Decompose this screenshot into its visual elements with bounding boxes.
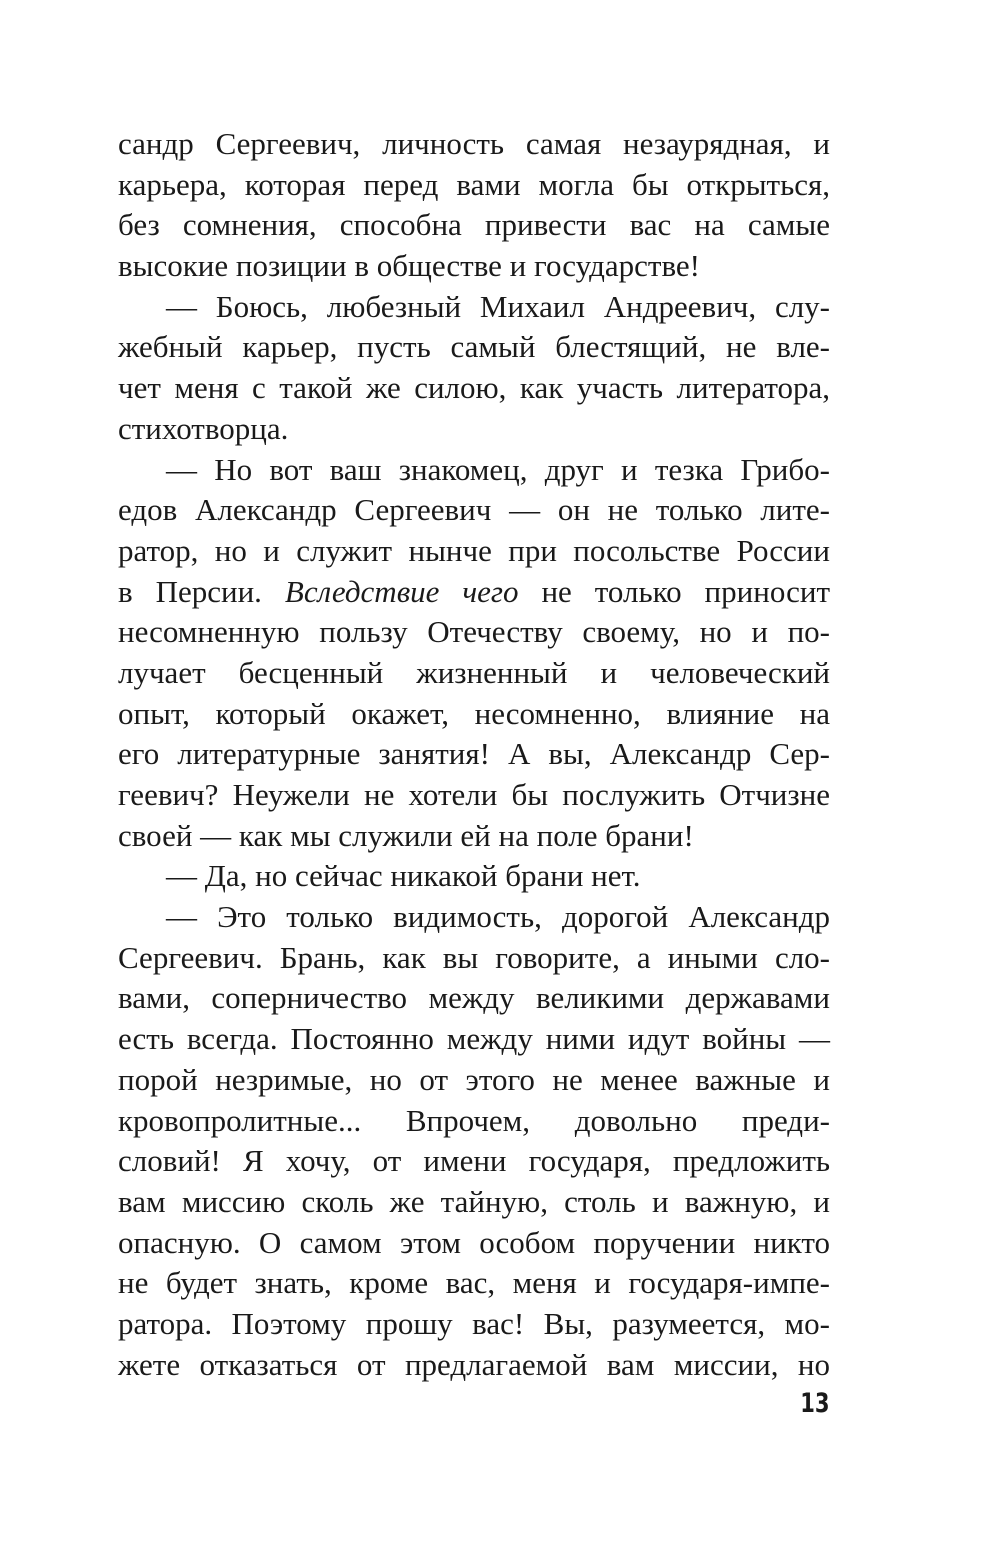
text-line: лучает бесценный жизненный и человеческий <box>118 654 830 690</box>
text-line: кровопролитные... Впрочем, довольно преди- <box>118 1102 830 1138</box>
text-line: вами, соперничество между великими державами <box>118 980 830 1016</box>
text-line: сандр Сергеевич, личность самая незаурядная, и <box>118 126 830 161</box>
text-line: есть всегда. Постоянно между ними идут войны — <box>118 1021 830 1057</box>
text-line: жете отказаться от предлагаемой вам миссии, но <box>118 1346 830 1382</box>
text-line: ратора. Поэтому прошу вас! Вы, разумеется, мо- <box>118 1305 830 1341</box>
text-line: ратор, но и служит нынче при посольстве России <box>118 532 830 568</box>
text-line: вам миссию сколь же тайную, столь и важную, и <box>118 1183 830 1219</box>
text-line: без сомнения, способна привести вас на самые <box>118 207 830 243</box>
text-line: словий! Я хочу, от имени государя, предложить <box>118 1143 830 1179</box>
text-line: геевич? Неужели не хотели бы послужить Отчизне <box>118 777 830 812</box>
text-line-mixed <box>118 572 830 613</box>
text-line: — Это только видимость, дорогой Александр <box>166 899 830 935</box>
text-line: не будет знать, кроме вас, меня и государя-импе- <box>118 1265 830 1301</box>
body-text <box>118 124 830 1385</box>
text-line: своей — как мы служили ей на поле брани! <box>118 817 694 853</box>
text-line: опыт, который окажет, несомненно, влияние на <box>118 695 830 731</box>
text-line: опасную. О самом этом особом поручении никто <box>118 1224 830 1260</box>
text-line: стихотворца. <box>118 410 289 446</box>
text-segment: не только приносит <box>541 573 830 609</box>
text-line: жебный карьер, пусть самый блестящий, не вле- <box>118 329 830 365</box>
text-line: высокие позиции в обществе и государстве! <box>118 248 700 284</box>
text-line: — Боюсь, любезный Михаил Андреевич, слу- <box>166 288 830 324</box>
text-line: порой незримые, но от этого не менее важные и <box>118 1061 830 1097</box>
text-line: чет меня с такой же силою, как участь литератора, <box>118 370 830 406</box>
text-line: едов Александр Сергеевич — он не только лите- <box>118 492 830 528</box>
text-line: Сергеевич. Брань, как вы говорите, а иными сло- <box>118 939 830 975</box>
text-line: — Да, но сейчас никакой брани нет. <box>166 858 641 894</box>
italic-phrase: Вследствие чего <box>284 573 519 609</box>
text-line: — Но вот ваш знакомец, друг и тезка Грибо- <box>166 451 830 487</box>
page-number: 13 <box>800 1388 830 1419</box>
text-line: карьера, которая перед вами могла бы открыться, <box>118 166 830 202</box>
text-line: его литературные занятия! А вы, Александр Сер- <box>118 736 830 772</box>
text-segment: в Персии. <box>118 573 262 609</box>
text-line: несомненную пользу Отечеству своему, но и по- <box>118 614 830 650</box>
